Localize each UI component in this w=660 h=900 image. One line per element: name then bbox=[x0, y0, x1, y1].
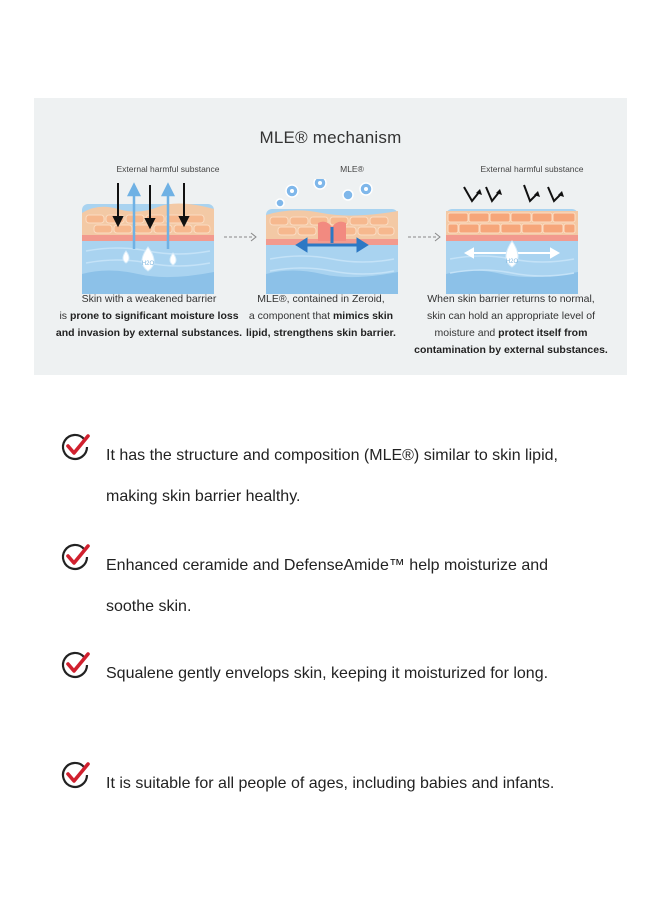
restored-skin-illustration bbox=[442, 179, 582, 294]
caption-line bbox=[226, 291, 416, 308]
dashed-arrow-icon bbox=[224, 232, 260, 242]
check-circle-icon bbox=[60, 432, 90, 462]
feature-line: soothe skin. bbox=[106, 598, 192, 615]
caption-text: Skin with a weakened barrier bbox=[81, 293, 217, 305]
feature-line: making skin barrier healthy. bbox=[106, 488, 301, 505]
caption-emphasis: prone to significant moisture loss bbox=[69, 310, 239, 322]
dashed-arrow-icon bbox=[408, 232, 444, 242]
check-circle-icon bbox=[60, 760, 90, 790]
caption-text: moisture and bbox=[434, 327, 499, 339]
water-label: H2O bbox=[505, 259, 519, 265]
caption-emphasis: mimics skin bbox=[332, 310, 394, 322]
caption-line bbox=[406, 291, 616, 308]
caption-text: a component that bbox=[248, 310, 333, 322]
step-label: External harmful substance bbox=[116, 164, 220, 174]
caption-emphasis: lipid, strengthens skin barrier. bbox=[246, 327, 396, 339]
check-circle-icon bbox=[60, 542, 90, 572]
caption-line bbox=[226, 325, 416, 342]
step-label: MLE® bbox=[340, 164, 364, 174]
caption-line bbox=[44, 308, 254, 325]
caption-weakened bbox=[44, 291, 254, 342]
caption-text: skin can hold an appropriate level of bbox=[426, 310, 596, 322]
feature-line: It is suitable for all people of ages, including babies and infants. bbox=[106, 775, 555, 792]
caption-emphasis: contamination by external substances. bbox=[414, 344, 608, 356]
feature-text bbox=[106, 763, 636, 804]
caption-text: MLE®, contained in Zeroid, bbox=[257, 293, 385, 305]
mle-skin-illustration bbox=[262, 179, 402, 294]
caption-line bbox=[406, 325, 616, 342]
mle-mechanism-panel bbox=[34, 98, 627, 375]
caption-line bbox=[406, 308, 616, 325]
mechanism-step-restored bbox=[442, 164, 622, 294]
feature-text bbox=[106, 435, 636, 517]
caption-line bbox=[44, 325, 254, 342]
check-circle-icon bbox=[60, 650, 90, 680]
caption-text: When skin barrier returns to normal, bbox=[427, 293, 595, 305]
caption-emphasis: protect itself from bbox=[498, 327, 588, 339]
step-label: External harmful substance bbox=[480, 164, 584, 174]
caption-restored bbox=[406, 291, 616, 359]
mechanism-step-weakened bbox=[78, 164, 258, 294]
mechanism-title: MLE® mechanism bbox=[259, 128, 402, 147]
weakened-skin-illustration bbox=[78, 179, 218, 294]
water-label: H2O bbox=[141, 261, 155, 267]
caption-mle bbox=[226, 291, 416, 342]
feature-line: It has the structure and composition (MLE®) similar to skin lipid, bbox=[106, 447, 558, 464]
feature-text bbox=[106, 653, 636, 694]
feature-text bbox=[106, 545, 636, 627]
caption-text: is bbox=[59, 310, 70, 322]
caption-emphasis: and invasion by external substances. bbox=[55, 327, 243, 339]
mechanism-step-mle bbox=[262, 164, 442, 294]
caption-line bbox=[226, 308, 416, 325]
feature-line: Enhanced ceramide and DefenseAmide™ help moisturize and bbox=[106, 557, 549, 574]
caption-line bbox=[406, 342, 616, 359]
caption-line bbox=[44, 291, 254, 308]
feature-line: Squalene gently envelops skin, keeping it moisturized for long. bbox=[106, 665, 549, 682]
